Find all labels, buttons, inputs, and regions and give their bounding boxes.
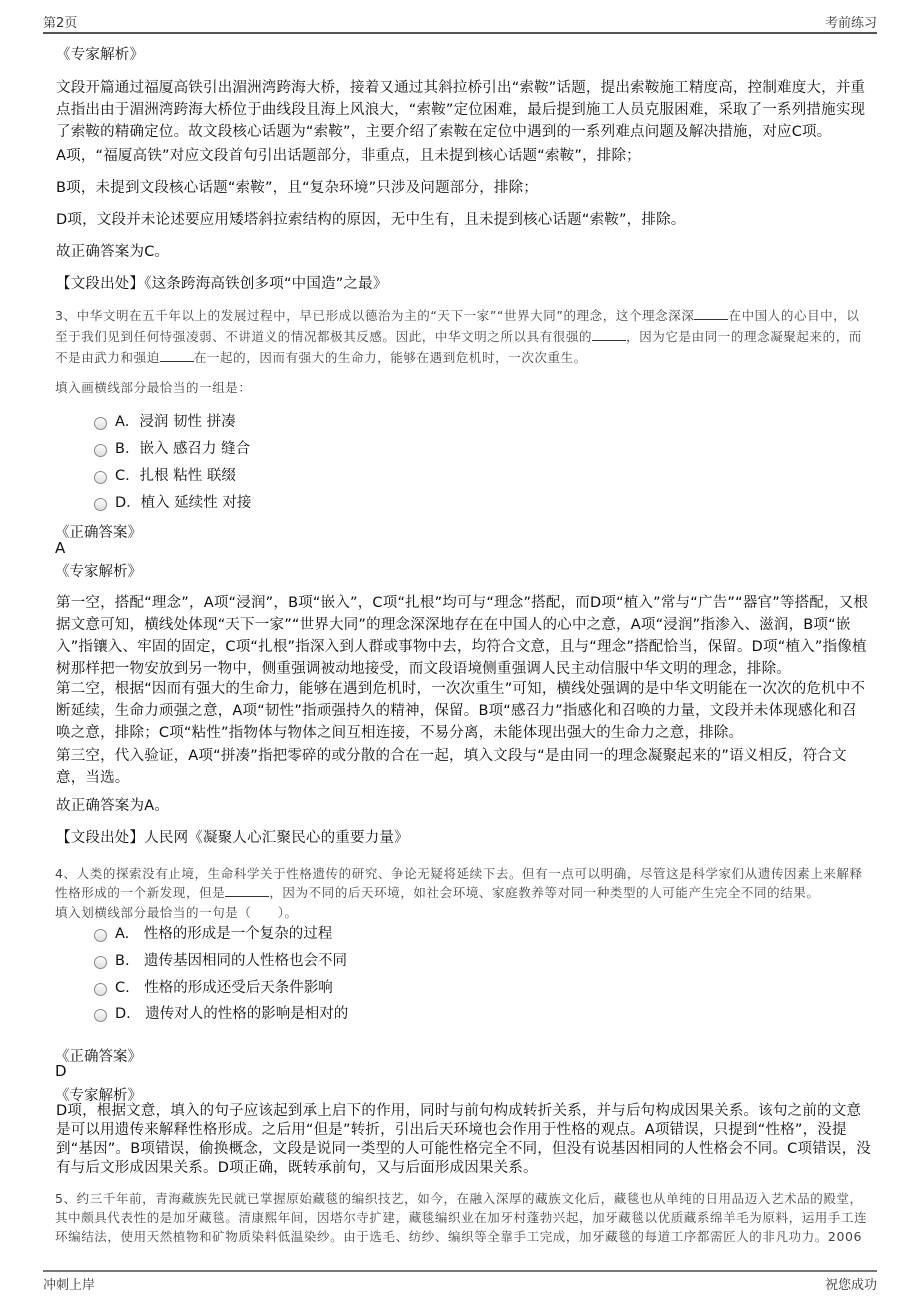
answer-value: D [55,1062,67,1080]
analysis-label: 《专家解析》 [55,564,142,580]
question-4-option-c[interactable] [94,976,333,997]
analysis-label: 《专家解析》 [56,47,145,63]
option-label: A．浸润 韧性 拼凑 [115,414,236,430]
question-3-stem: 3、中华文明在五千年以上的发展过程中，早已形成以德治为主的“天下一家”“世界大同”的理念，这个理念深深 在中国人的心目中，以至于我们见到任何恃强凌弱、不讲道义的情况都极其反感。因此，中华文明之所以具有很强的 ，因为它是由同一的理念凝聚起来的，而不是由武力和强迫 在一起的，因而有强大的生命力，能够在遇到危机时，一次次重生。 [55,308,862,365]
question-5-stem: 5、约三千年前，青海藏族先民就已掌握原始藏毯的编织技艺，如今，在融入深厚的藏族文化后，藏毯也从单纯的日用品迈入艺术品的殿堂，其中颇具代表性的是加牙藏毯。清康熙年间，因塔尔寺扩建，藏毯编织业在加牙村蓬勃兴起，加牙藏毯以优质藏系绵羊毛为原料，运用手工连环编结法，使用天然植物和矿物质染料低温染纱。由于选毛、纺纱、编织等全靠手工完成，加牙藏毯的每道工序都需匠人的非凡功力。2006 [55,1191,868,1244]
question-3-prompt: 填入画横线部分最恰当的一组是： [55,380,252,395]
source: 【文段出处】人民网《凝聚人心汇聚民心的重要力量》 [56,830,409,846]
radio-icon[interactable] [94,471,107,484]
option-label: A. 性格的形成是一个复杂的过程 [115,926,333,942]
analysis-paragraph: D项，根据文意，填入的句子应该起到承上启下的作用，同时与前句构成转折关系，并与后句构成因果关系。该句之前的文意是可以用遗传来解释性格形成。之后用“但是”转折，引出后天环境也会作用于性格的观点。A项错误，只提到“性格”，没提到“基因”。B项错误，偷换概念，文段是说同一类型的人可能性格完全不同，但没有说基因相同的人性格会不同。C项错误，没有与后文形成因果关系。D项正确，既转承前句，又与后面形成因果关系。 [56,1103,871,1176]
analysis-para-1: 第一空，搭配“理念”，A项“浸润”，B项“嵌入”，C项“扎根”均可与“理念”搭配，而D项“植入”常与“广告”“器官”等搭配，又根据文意可知，横线处体现“天下一家”“世界大同”的理念深深地存在在中国人的心中之意，A项“浸润”指渗入、滋润，B项“嵌入”指镶入、牢固的固定，C项“扎根”指深入到人群或事物中去，均符合文意，且与“理念”搭配恰当，保留。D项“植入”指像植树那样把一物安放到另一物中，侧重强调被动地接受，而文段语境侧重强调人民主动信服中华文明的理念，排除。 [56,595,869,677]
option-label: C. 性格的形成还受后天条件影响 [115,980,333,996]
radio-icon[interactable] [94,956,107,969]
question-4-prompt: 填入划横线部分最恰当的一句是（ ）。 [55,905,298,920]
option-label: B. 遗传基因相同的人性格也会不同 [115,953,348,969]
answer-label: 《正确答案》 [55,525,142,541]
page-number: 第2页 [43,16,78,31]
analysis-option-d: D项，文段并未论述要应用矮塔斜拉索结构的原因，无中生有，且未提到核心话题“索鞍”，排除。 [56,212,686,228]
analysis-option-a: A项，“福厦高铁”对应文段首句引出话题部分，非重点，且未提到核心话题“索鞍”，排除； [56,148,641,164]
radio-icon[interactable] [94,983,107,996]
answer-value: A [55,539,66,557]
radio-icon[interactable] [94,444,107,457]
question-3-option-d[interactable] [94,491,251,512]
analysis-option-b: B项，未提到文段核心话题“索鞍”，且“复杂环境”只涉及问题部分，排除； [56,180,538,196]
header-title: 考前练习 [824,16,877,31]
analysis-para-3: 第三空，代入验证，A项“拼凑”指把零碎的或分散的合在一起，填入文段与“是由同一的理念凝聚起来的”语义相反，符合文意，当选。 [56,748,847,786]
question-3-option-c[interactable] [94,464,236,485]
question-3-option-a[interactable] [94,410,236,431]
analysis-label: 《专家解析》 [55,1088,142,1104]
option-label: C．扎根 粘性 联缀 [115,468,236,484]
analysis-para-2: 第二空，根据“因而有强大的生命力，能够在遇到危机时，一次次重生”可知，横线处强调的是中华文明能在一次次的危机中不断延续，生命力顽强之意，A项“韧性”指顽强持久的精神，保留。B项“感召力”指感化和召唤的力量，文段并未体现感化和召唤之意，排除；C项“粘性”指物体与物体之间互相连接，不易分离，未能体现出强大的生命力之意，排除。 [56,681,866,741]
conclusion: 故正确答案为A。 [56,798,170,814]
radio-icon[interactable] [94,1009,107,1022]
question-4-stem: 4、人类的探索没有止境，生命科学关于性格遗传的研究、争论无疑将延续下去。但有一点可以明确，尽管这是科学家们从遗传因素上来解释性格形成的一个新发现，但是 ，因为不同的后天环境，如社会环境、家庭教养等对同一种类型的人可能产生完全不同的结果。 [55,866,863,900]
question-3-option-b[interactable] [94,437,250,458]
question-4-option-a[interactable] [94,922,332,943]
footer-right: 祝您成功 [824,1278,877,1293]
source: 【文段出处】《这条跨海高铁创多项“中国造”之最》 [56,276,388,292]
option-label: D. 遗传对人的性格的影响是相对的 [115,1006,349,1022]
radio-icon[interactable] [94,417,107,430]
conclusion: 故正确答案为C。 [56,244,170,260]
answer-label: 《正确答案》 [55,1049,142,1065]
analysis-paragraph: 文段开篇通过福厦高铁引出湄洲湾跨海大桥，接着又通过其斜拉桥引出“索鞍”话题，提出索鞍施工精度高，控制难度大，并重点指出由于湄洲湾跨海大桥位于曲线段且海上风浪大，“索鞍”定位困难，最后提到施工人员克服困难，采取了一系列措施实现了索鞍的精确定位。故文段核心话题为“索鞍”，主要介绍了索鞍在定位中遇到的一系列难点问题及解决措施，对应C项。 [56,80,866,140]
radio-icon[interactable] [94,929,107,942]
option-label: D．植入 延续性 对接 [115,495,252,511]
footer-left: 冲刺上岸 [43,1278,96,1293]
question-4-option-b[interactable] [94,949,347,970]
question-4-option-d[interactable] [94,1002,348,1023]
footer-divider [43,1270,877,1272]
option-label: B．嵌入 感召力 缝合 [115,441,251,457]
radio-icon[interactable] [94,498,107,511]
header-divider [43,32,877,34]
